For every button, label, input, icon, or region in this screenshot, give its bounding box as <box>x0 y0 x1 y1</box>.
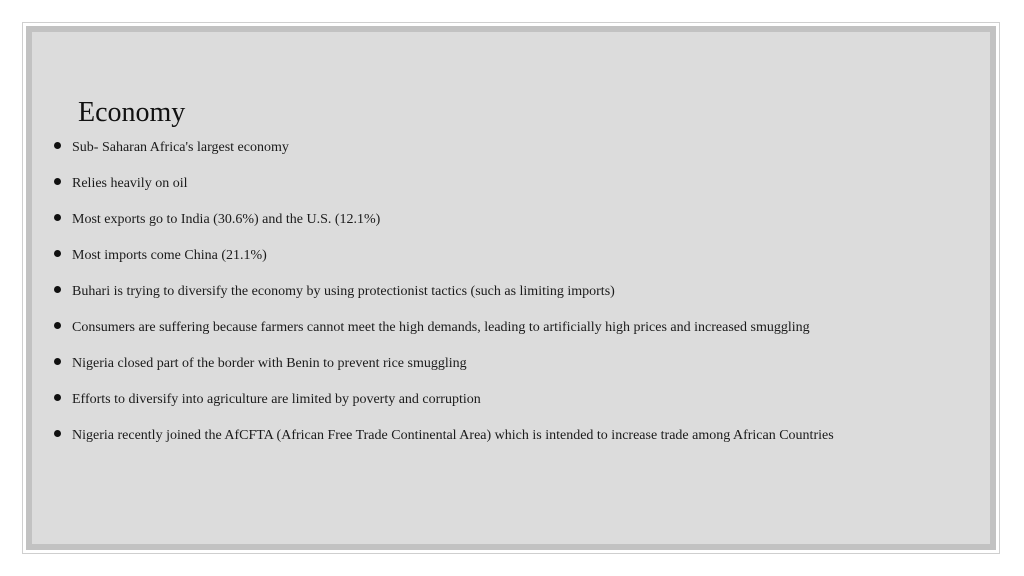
bullet-text: Sub- Saharan Africa's largest economy <box>72 140 289 155</box>
bullet-text: Most exports go to India (30.6%) and the U.S. (12.1%) <box>72 212 381 227</box>
bullet-text: Relies heavily on oil <box>72 176 188 191</box>
bullet-dot-icon <box>54 322 61 329</box>
bullet-dot-icon <box>54 214 61 221</box>
bullet-dot-icon <box>54 142 61 149</box>
bullet-dot-icon <box>54 394 61 401</box>
bullet-dot-icon <box>54 358 61 365</box>
bullet-item <box>50 173 950 209</box>
bullet-item <box>50 317 950 353</box>
bullet-text: Buhari is trying to diversify the economy by using protectionist tactics (such as limiting imports) <box>72 284 615 299</box>
bullet-text: Nigeria closed part of the border with Benin to prevent rice smuggling <box>72 356 467 371</box>
bullet-list <box>50 137 950 461</box>
bullet-text: Consumers are suffering because farmers cannot meet the high demands, leading to artificially high prices and increased smuggling <box>72 320 810 335</box>
bullet-item <box>50 425 950 461</box>
slide-title: Economy <box>78 97 186 128</box>
bullet-text: Efforts to diversify into agriculture are limited by poverty and corruption <box>72 392 481 407</box>
bullet-item <box>50 245 950 281</box>
bullet-item <box>50 209 950 245</box>
bullet-dot-icon <box>54 286 61 293</box>
bullet-dot-icon <box>54 178 61 185</box>
bullet-item <box>50 137 950 173</box>
bullet-item <box>50 281 950 317</box>
bullet-dot-icon <box>54 430 61 437</box>
bullet-text: Nigeria recently joined the AfCFTA (African Free Trade Continental Area) which is intended to increase trade among African Countries <box>72 428 834 443</box>
bullet-dot-icon <box>54 250 61 257</box>
bullet-text: Most imports come China (21.1%) <box>72 248 267 263</box>
bullet-item <box>50 389 950 425</box>
bullet-item <box>50 353 950 389</box>
